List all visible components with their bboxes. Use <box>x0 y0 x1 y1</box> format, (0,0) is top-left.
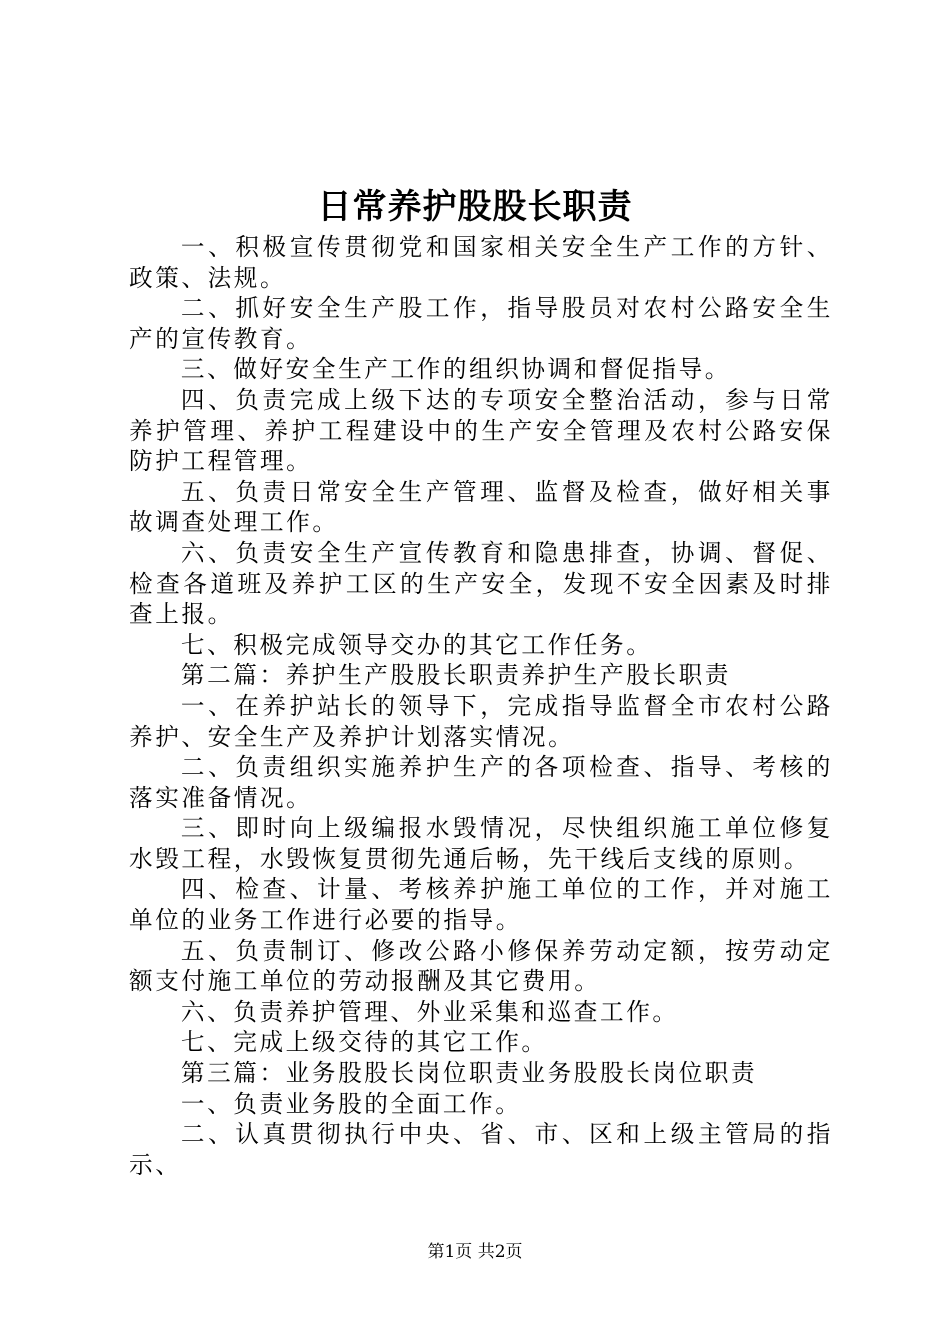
paragraph: 二、认真贯彻执行中央、省、市、区和上级主管局的指示、 <box>129 1120 833 1179</box>
paragraph: 二、抓好安全生产股工作，指导股员对农村公路安全生产的宣传教育。 <box>129 294 833 353</box>
paragraph: 三、即时向上级编报水毁情况，尽快组织施工单位修复水毁工程，水毁恢复贯彻先通后畅，先干线后支线的原则。 <box>129 814 833 873</box>
document-body <box>129 232 833 1180</box>
paragraph: 七、完成上级交待的其它工作。 <box>180 1028 548 1057</box>
document-title: 日常养护股股长职责 <box>317 187 633 227</box>
page-footer: 第1页 共2页 <box>427 1242 523 1262</box>
paragraph: 七、积极完成领导交办的其它工作任务。 <box>180 630 653 659</box>
paragraph: 一、负责业务股的全面工作。 <box>180 1089 522 1118</box>
section-heading: 第二篇：养护生产股股长职责养护生产股长职责 <box>180 661 731 690</box>
paragraph: 五、负责日常安全生产管理、监督及检查，做好相关事故调查处理工作。 <box>129 477 833 537</box>
paragraph: 四、负责完成上级下达的专项安全整治活动，参与日常养护管理、养护工程建设中的生产安全管理及农村公路安保防护工程管理。 <box>129 385 833 476</box>
paragraph: 三、做好安全生产工作的组织协调和督促指导。 <box>180 355 731 384</box>
paragraph: 一、积极宣传贯彻党和国家相关安全生产工作的方针、政策、法规。 <box>129 233 833 292</box>
paragraph: 二、负责组织实施养护生产的各项检查、指导、考核的落实准备情况。 <box>129 753 833 812</box>
paragraph: 五、负责制订、修改公路小修保养劳动定额，按劳动定额支付施工单位的劳动报酬及其它费用。 <box>129 936 833 996</box>
paragraph: 一、在养护站长的领导下，完成指导监督全市农村公路养护、安全生产及养护计划落实情况。 <box>129 691 833 751</box>
section-heading: 第三篇：业务股股长岗位职责业务股股长岗位职责 <box>180 1059 758 1088</box>
paragraph: 六、负责安全生产宣传教育和隐患排查，协调、督促、检查各道班及养护工区的生产安全，发现不安全因素及时排查上报。 <box>129 538 833 629</box>
paragraph: 四、检查、计量、考核养护施工单位的工作，并对施工单位的业务工作进行必要的指导。 <box>129 875 833 935</box>
paragraph: 六、负责养护管理、外业采集和巡查工作。 <box>180 997 679 1026</box>
